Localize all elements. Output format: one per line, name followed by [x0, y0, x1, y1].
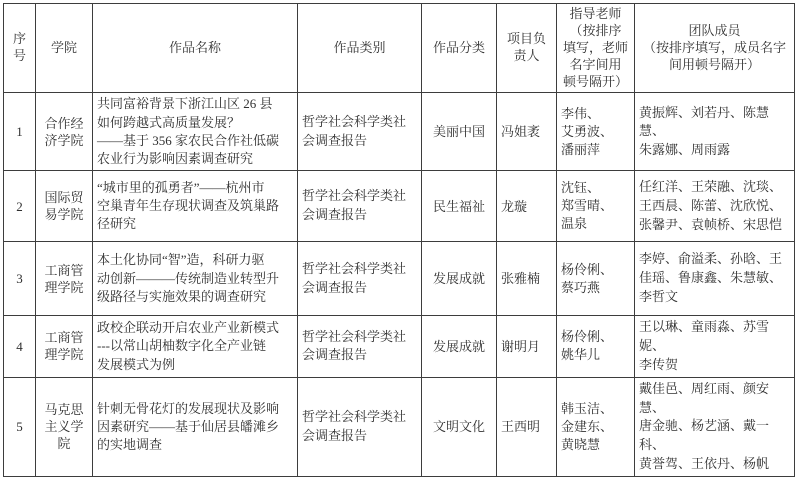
cell-project-leader: 龙璇	[497, 171, 557, 242]
cell-work-title: 针刺无骨花灯的发展现状及影响 因素研究——基于仙居县皤滩乡 的实地调查	[93, 377, 298, 476]
cell-number: 3	[4, 242, 36, 316]
cell-work-title: 共同富裕背景下浙江山区 26 县 如何跨越式高质量发展？ ——基于 356 家农民合作社低碳 农业行为影响因素调查研究	[93, 93, 298, 171]
cell-work-title: “城市里的孤勇者”——杭州市 空巢青年生存现状调查及筑巢路 径研究	[93, 171, 298, 242]
header-cell-number: 序 号	[4, 4, 36, 93]
cell-work-category: 哲学社会科学类社 会调查报告	[298, 93, 422, 171]
cell-work-title: 政校企联动开启农业产业新模式 ---以常山胡柚数字化全产业链 发展模式为例	[93, 316, 298, 378]
cell-number: 4	[4, 316, 36, 378]
cell-advisors: 沈钰、 郑雪晴、 温泉	[557, 171, 635, 242]
table-row	[4, 377, 795, 476]
cell-work-classification: 民生福祉	[422, 171, 497, 242]
table-header-row	[4, 4, 795, 93]
cell-team-members: 任红洋、王荣融、沈琰、 王西晨、陈蕾、沈欣悦、 张馨尹、袁帧桥、宋思恺	[635, 171, 795, 242]
cell-team-members: 李婷、俞溢柔、孙晗、王 佳瑶、鲁康鑫、朱慧敏、 李哲文	[635, 242, 795, 316]
cell-work-classification: 发展成就	[422, 316, 497, 378]
cell-advisors: 韩玉洁、 金建东、 黄晓慧	[557, 377, 635, 476]
cell-college: 工商管 理学院	[36, 242, 93, 316]
cell-college: 合作经 济学院	[36, 93, 93, 171]
cell-team-members: 戴佳邑、周红雨、颜安慧、 唐金驰、杨艺涵、戴一科、 黄誉驾、王依丹、杨帆	[635, 377, 795, 476]
cell-advisors: 李伟、 艾勇波、 潘丽萍	[557, 93, 635, 171]
table-row	[4, 316, 795, 378]
projects-table	[3, 3, 795, 477]
cell-college: 国际贸 易学院	[36, 171, 93, 242]
cell-college: 马克思 主义学 院	[36, 377, 93, 476]
header-cell-work-title: 作品名称	[93, 4, 298, 93]
header-cell-work-category: 作品类别	[298, 4, 422, 93]
table-row	[4, 242, 795, 316]
cell-work-category: 哲学社会科学类社 会调查报告	[298, 377, 422, 476]
cell-project-leader: 王西明	[497, 377, 557, 476]
cell-work-classification: 美丽中国	[422, 93, 497, 171]
cell-work-category: 哲学社会科学类社 会调查报告	[298, 316, 422, 378]
header-cell-advisors: 指导老师 （按排序 填写，老师 名字间用 顿号隔开）	[557, 4, 635, 93]
header-cell-work-classification: 作品分类	[422, 4, 497, 93]
cell-work-classification: 发展成就	[422, 242, 497, 316]
cell-college: 工商管 理学院	[36, 316, 93, 378]
header-cell-project-leader: 项目负 责人	[497, 4, 557, 93]
cell-work-title: 本土化协同“智”造，科研力驱 动创新———传统制造业转型升 级路径与实施效果的调查研究	[93, 242, 298, 316]
cell-project-leader: 冯姐袤	[497, 93, 557, 171]
cell-number: 2	[4, 171, 36, 242]
cell-advisors: 杨伶俐、 蔡巧燕	[557, 242, 635, 316]
table-row	[4, 171, 795, 242]
table-row	[4, 93, 795, 171]
cell-project-leader: 张雅楠	[497, 242, 557, 316]
header-cell-team-members: 团队成员 （按排序填写，成员名字 间用顿号隔开）	[635, 4, 795, 93]
header-cell-college: 学院	[36, 4, 93, 93]
cell-advisors: 杨伶俐、 姚华儿	[557, 316, 635, 378]
cell-team-members: 王以琳、童雨淼、苏雪妮、 李传贺	[635, 316, 795, 378]
cell-work-classification: 文明文化	[422, 377, 497, 476]
cell-number: 5	[4, 377, 36, 476]
cell-work-category: 哲学社会科学类社 会调查报告	[298, 242, 422, 316]
cell-number: 1	[4, 93, 36, 171]
cell-team-members: 黄振辉、刘若丹、陈慧慧、 朱露娜、周雨露	[635, 93, 795, 171]
cell-project-leader: 谢明月	[497, 316, 557, 378]
cell-work-category: 哲学社会科学类社 会调查报告	[298, 171, 422, 242]
